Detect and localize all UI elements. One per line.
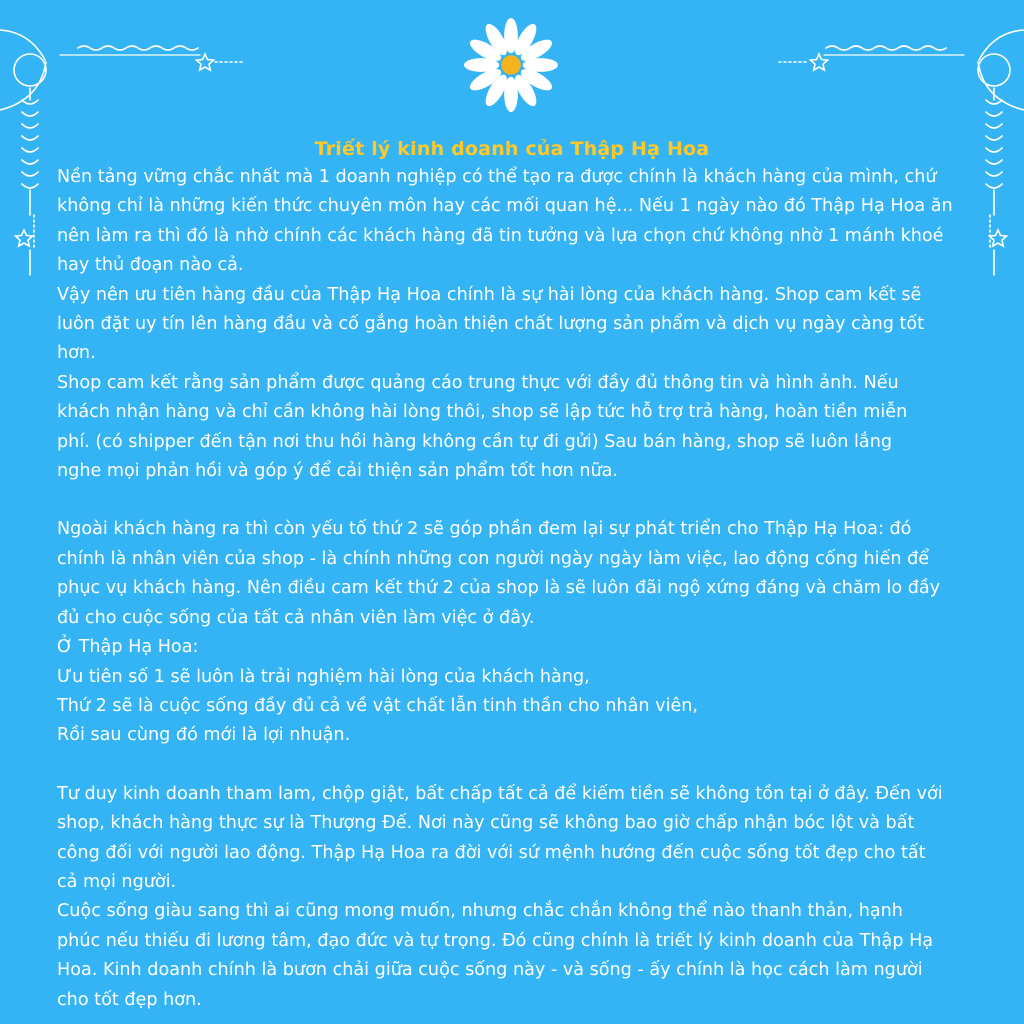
- text-line: Ở Thập Hạ Hoa:: [57, 637, 199, 658]
- text-line: hay thủ đoạn nào cả.: [57, 255, 244, 276]
- text-line: phúc nếu thiếu đi lương tâm, đạo đức và tự trọng. Đó cũng chính là triết lý kinh doanh của Thập Hạ: [57, 930, 934, 951]
- text-line: Ngoài khách hàng ra thì còn yếu tố thứ 2 sẽ góp phần đem lại sự phát triển cho Thập Hạ Hoa: đó: [57, 519, 912, 540]
- text-line: nên làm ra thì đó là nhờ chính các khách hàng đã tin tưởng và lựa chọn chứ không nhờ 1 mánh khoé: [57, 225, 944, 246]
- paragraph: [57, 163, 987, 281]
- text-line: shop, khách hàng thực sự là Thượng Đế. Nơi này cũng sẽ không bao giờ chấp nhận bóc lột và bất: [57, 813, 915, 834]
- paragraph-spacer: [57, 486, 987, 515]
- paragraph: [57, 780, 987, 898]
- paragraph: [57, 633, 987, 751]
- star-icon: [811, 54, 828, 70]
- text-line: Hoa. Kinh doanh chính là bươn chải giữa cuộc sống này - và sống - ấy chính là học cách làm người: [57, 960, 923, 981]
- paragraph: [57, 369, 987, 487]
- text-line: chính là nhân viên của shop - là chính những con người ngày ngày làm việc, lao động cống hiến để: [57, 548, 930, 569]
- text-line: Nền tảng vững chắc nhất mà 1 doanh nghiệp có thể tạo ra được chính là khách hàng của mình, chứ: [57, 167, 937, 187]
- text-line: nghe mọi phản hồi và góp ý để cải thiện sản phẩm tốt hơn nữa.: [57, 461, 619, 482]
- paragraph: [57, 897, 987, 1015]
- star-icon: [16, 230, 33, 246]
- text-line: cho tốt đẹp hơn.: [57, 989, 202, 1010]
- text-line: cả mọi người.: [57, 871, 177, 892]
- text-line: Vậy nên ưu tiên hàng đầu của Thập Hạ Hoa chính là sự hài lòng của khách hàng. Shop cam kết sẽ: [57, 284, 922, 305]
- paragraph: [57, 515, 987, 633]
- paragraph-spacer: [57, 751, 987, 780]
- paragraph: [57, 281, 987, 369]
- text-line: không chỉ là những kiến thức chuyên môn hay các mối quan hệ... Nếu 1 ngày nào đó Thập Hạ Hoa ăn: [57, 196, 953, 217]
- text-line: phí. (có shipper đến tận nơi thu hồi hàng không cần tự đi gửi) Sau bán hàng, shop sẽ luôn lắng: [57, 431, 893, 452]
- text-line: hơn.: [57, 343, 96, 364]
- star-icon: [990, 230, 1007, 246]
- text-line: đủ cho cuộc sống của tất cả nhân viên làm việc ở đây.: [57, 607, 535, 628]
- text-line: Rồi sau cùng đó mới là lợi nhuận.: [57, 725, 351, 746]
- text-line: Cuộc sống giàu sang thì ai cũng mong muốn, nhưng chắc chắn không thể nào thanh thản, hạnh: [57, 901, 903, 922]
- text-line: Shop cam kết rằng sản phẩm được quảng cáo trung thực với đầy đủ thông tin và hình ảnh. Nếu: [57, 372, 899, 393]
- text-line: Thứ 2 sẽ là cuộc sống đầy đủ cả về vật chất lẫn tinh thần cho nhân viên,: [57, 695, 699, 716]
- page-title: Triết lý kinh doanh của Thập Hạ Hoa: [314, 138, 710, 160]
- text-line: phục vụ khách hàng. Nên điều cam kết thứ 2 của shop là sẽ luôn đãi ngộ xứng đáng và chăm lo đầy: [57, 578, 941, 599]
- star-icon: [197, 54, 214, 70]
- text-line: công đối với người lao động. Thập Hạ Hoa ra đời với sứ mệnh hướng đến cuộc sống tốt đẹp cho tất: [57, 842, 926, 863]
- text-line: Ưu tiên số 1 sẽ luôn là trải nghiệm hài lòng của khách hàng,: [57, 666, 590, 687]
- daisy-flower-icon: [462, 16, 560, 114]
- text-line: khách nhận hàng và chỉ cần không hài lòng thôi, shop sẽ lập tức hỗ trợ trả hàng, hoàn tiền miễn: [57, 402, 908, 423]
- text-line: luôn đặt uy tín lên hàng đầu và cố gắng hoàn thiện chất lượng sản phẩm và dịch vụ ngày càng tốt: [57, 314, 925, 335]
- text-line: Tư duy kinh doanh tham lam, chộp giật, bất chấp tất cả để kiếm tiền sẽ không tồn tại ở đây. Đến với: [57, 783, 943, 804]
- article-body: [57, 163, 987, 1015]
